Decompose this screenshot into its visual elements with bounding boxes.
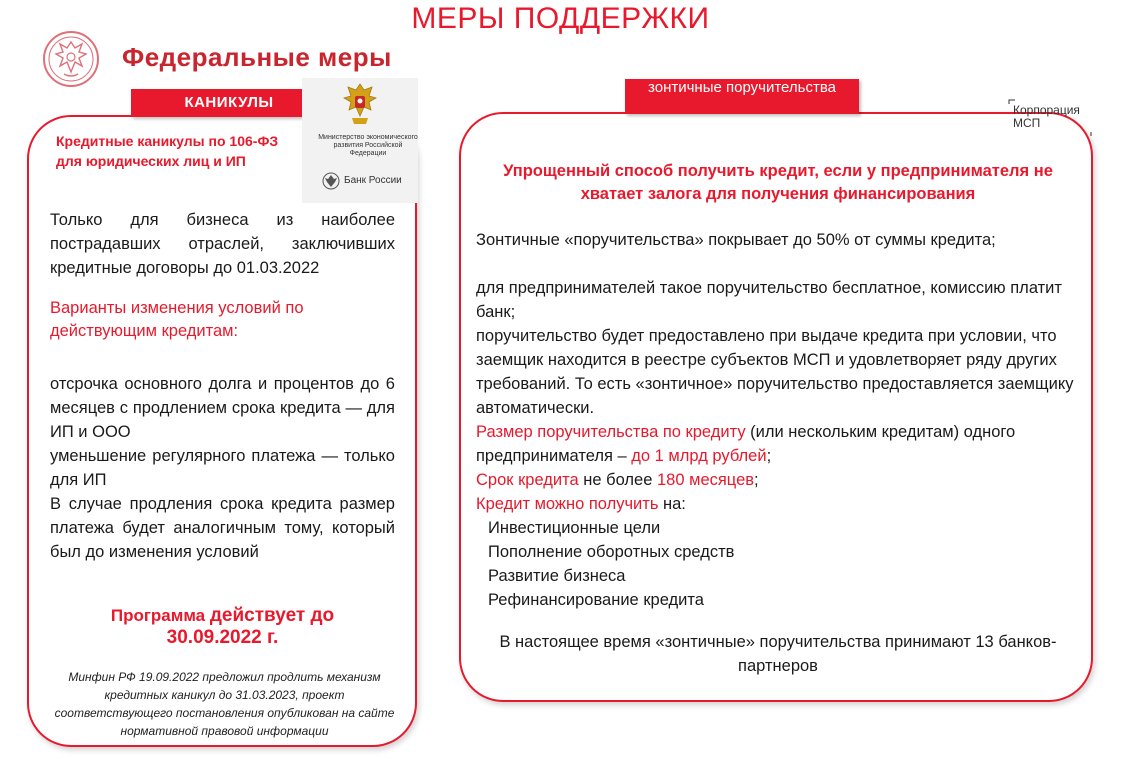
page-title: МЕРЫ ПОДДЕРЖКИ xyxy=(411,2,710,35)
corp-line1: Корпорация xyxy=(1013,103,1080,117)
loan-term-label: Срок кредита xyxy=(476,471,579,489)
guarantee-size-value: до 1 млрд рублей xyxy=(631,447,767,465)
list-item: уменьшение регулярного платежа — только для ИП xyxy=(50,447,395,489)
list-item: Развитие бизнеса xyxy=(488,567,626,585)
loan-purpose-label: Кредит можно получить xyxy=(476,495,659,513)
umbrella-tag: зонтичные поручительства xyxy=(625,79,859,114)
program-prefix: Программа xyxy=(110,606,210,625)
free-guarantee-text: для предпринимателей такое поручительство бесплатное, комиссию платит банк; xyxy=(476,279,1062,321)
list-item: Инвестиционные цели xyxy=(488,519,661,537)
variants-list xyxy=(50,372,395,564)
corp-line2: МСП xyxy=(1013,116,1041,130)
conditions-text: поручительство будет предоставлено при выдаче кредита при условии, что заемщик находится в реестре субъектов МСП и удовлетворяет ряду других требований. То есть «зонтичное» поручительство предоставляется заемщику автоматически. xyxy=(476,327,1074,417)
cbr-caption: Банк России xyxy=(344,175,402,186)
partner-banks-text: В настоящее время «зонтичные» поручительства принимают 13 банков-партнеров xyxy=(499,633,1057,675)
loan-purpose-rest: на: xyxy=(658,495,686,513)
cbr-eagle-icon xyxy=(322,172,340,190)
loan-purpose-text xyxy=(476,492,1081,516)
loan-term-value: 180 месяцев xyxy=(656,471,755,489)
list-item: В случае продления срока кредита размер платежа будет аналогичным тому, который был до изменения условий xyxy=(50,495,395,561)
holidays-eligibility: Только для бизнеса из наиболее пострадавших отраслей, заключивших кредитные договоры до 01.03.2022 xyxy=(50,211,395,277)
list-item: Рефинансирование кредита xyxy=(488,591,704,609)
russia-emblem-icon xyxy=(42,30,100,88)
corp-msp-logo xyxy=(1005,98,1095,138)
loan-term-text xyxy=(476,468,1081,492)
loan-term-end: ; xyxy=(754,471,759,489)
list-item: отсрочка основного долга и процентов до 6 месяцев с продлением срока кредита — для ИП и ООО xyxy=(50,375,395,441)
holidays-heading: Кредитные каникулы по 106-ФЗ для юридических лиц и ИП xyxy=(56,133,279,169)
variants-heading: Варианты изменения условий по действующим кредитам: xyxy=(50,299,304,340)
loan-term-mid: не более xyxy=(578,471,657,489)
program-date: 30.09.2022 г. xyxy=(166,627,279,648)
guarantee-size-end: ; xyxy=(766,447,772,465)
guarantee-size-text xyxy=(476,420,1081,468)
program-deadline xyxy=(90,605,355,649)
section-title: Федеральные меры xyxy=(122,42,392,72)
cbr-logo xyxy=(322,170,402,194)
umbrella-body xyxy=(476,228,1081,612)
coverage-text: Зонтичные «поручительства» покрывает до 50% от суммы кредита; xyxy=(476,231,996,249)
guarantee-size-label: Размер поручительства по кредиту xyxy=(476,423,746,441)
holidays-tag: КАНИКУЛЫ xyxy=(131,89,327,117)
minec-emblem-icon xyxy=(342,82,378,126)
minfin-note: Минфин РФ 19.09.2022 предложил продлить механизм кредитных каникул до 31.03.2023, проект соответствующего постановления опубликован на сайте нормативной правовой информации xyxy=(54,670,395,738)
list-item: Пополнение оборотных средств xyxy=(488,543,735,561)
guarantee-size-mid: (или нескольким кредитам) одного предпринимателя – xyxy=(476,423,1016,465)
umbrella-heading: Упрощенный способ получить кредит, если у предпринимателя не хватает залога для получения финансирования xyxy=(503,162,1053,203)
minec-caption: Министерство экономического развития Российской Федерации xyxy=(318,134,418,157)
program-valid: действует до xyxy=(209,605,335,626)
